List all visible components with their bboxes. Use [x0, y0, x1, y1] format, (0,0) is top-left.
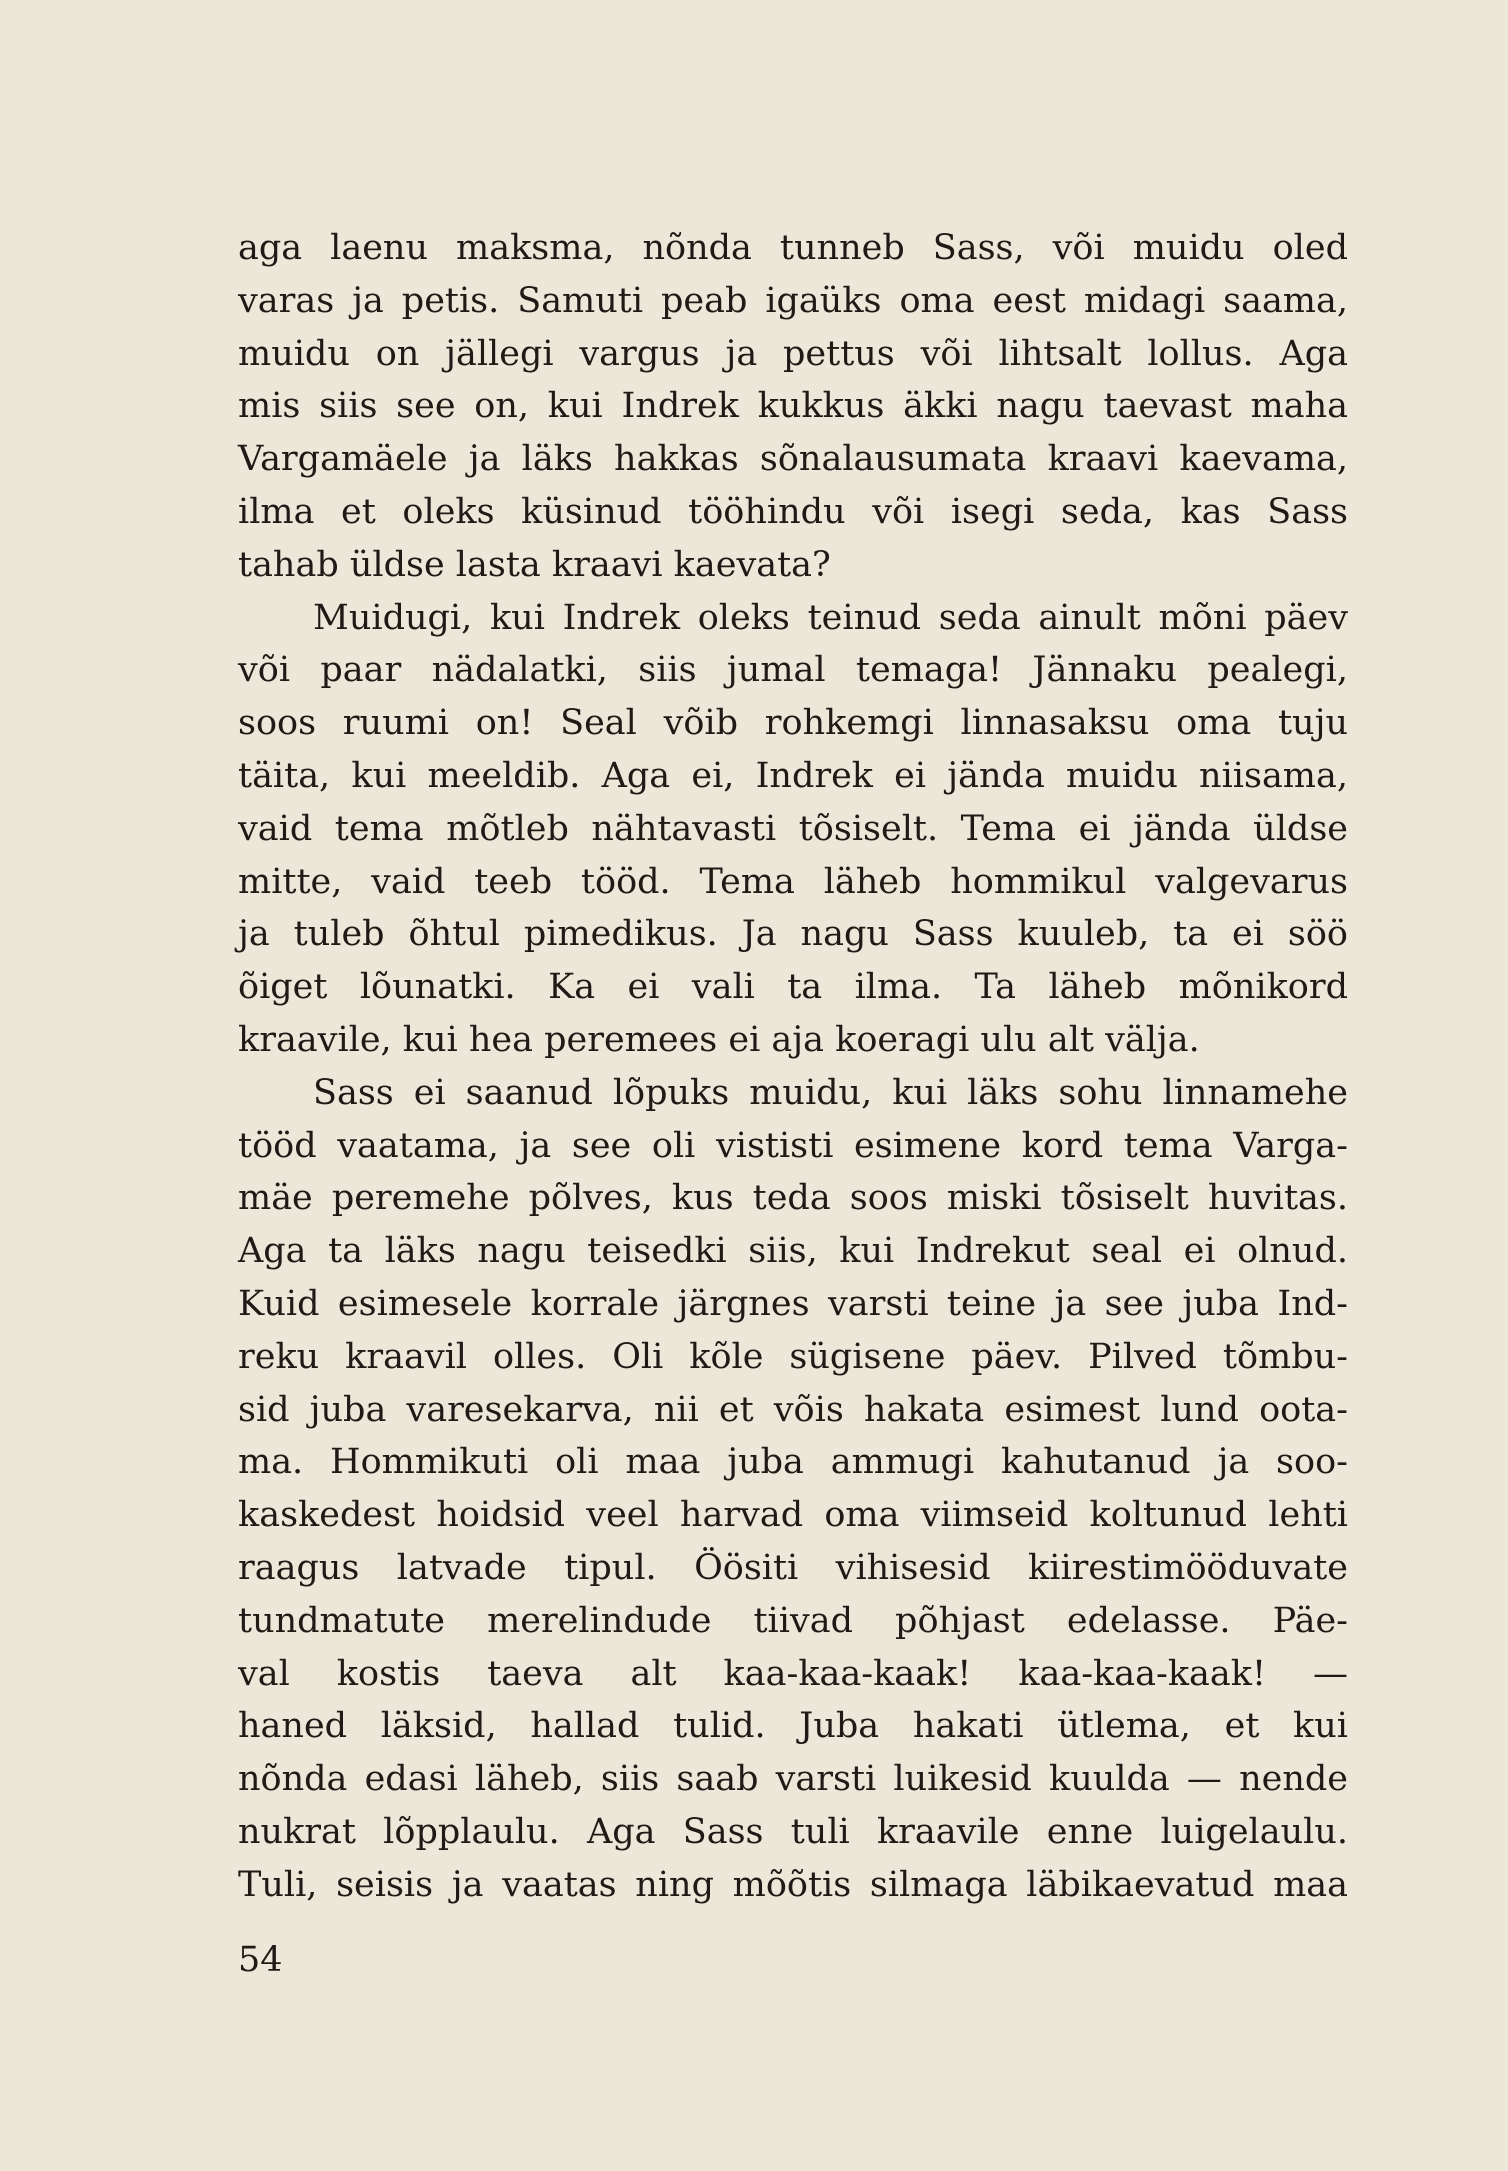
text-line: kraavile, kui hea peremees ei aja koeragi ulu alt välja. — [238, 1019, 1200, 1060]
text-line: kaskedest hoidsid veel harvad oma viimseid koltunud lehti — [238, 1495, 1348, 1536]
text-line: tööd vaatama, ja see oli vististi esimene kord tema Varga- — [238, 1125, 1348, 1166]
text-line: tundmatute merelindude tiivad põhjast edelasse. Päe- — [238, 1600, 1348, 1641]
text-line: mitte, vaid teeb tööd. Tema läheb hommikul valgevarus — [238, 861, 1348, 902]
text-line: soos ruumi on! Seal võib rohkemgi linnasaksu oma tuju — [238, 703, 1348, 744]
text-line: Aga ta läks nagu teisedki siis, kui Indrekut seal ei olnud. — [238, 1231, 1348, 1272]
text-line: nukrat lõpplaulu. Aga Sass tuli kraavile enne luigelaulu. — [238, 1811, 1348, 1852]
text-line: Sass ei saanud lõpuks muidu, kui läks sohu linnamehe — [313, 1072, 1348, 1113]
text-line: ja tuleb õhtul pimedikus. Ja nagu Sass kuuleb, ta ei söö — [238, 914, 1348, 955]
text-line: varas ja petis. Samuti peab igaüks oma eest midagi saama, — [238, 280, 1348, 321]
text-line: õiget lõunatki. Ka ei vali ta ilma. Ta läheb mõnikord — [238, 967, 1348, 1008]
text-line: Tuli, seisis ja vaatas ning mõõtis silmaga läbikaevatud maa — [238, 1864, 1348, 1905]
text-line: nõnda edasi läheb, siis saab varsti luikesid kuulda — nende — [238, 1759, 1348, 1800]
text-line: aga laenu maksma, nõnda tunneb Sass, või muidu oled — [238, 228, 1348, 268]
text-line: raagus latvade tipul. Öösiti vihisesid kiirestimööduvate — [238, 1547, 1348, 1588]
text-line: ma. Hommikuti oli maa juba ammugi kahutanud ja soo- — [238, 1442, 1348, 1483]
text-line: või paar nädalatki, siis jumal temaga! Jännaku pealegi, — [238, 650, 1348, 691]
text-line: Muidugi, kui Indrek oleks teinud seda ainult mõni päev — [313, 597, 1348, 638]
text-line: val kostis taeva alt kaa-kaa-kaak! kaa-kaa-kaak! — — [238, 1653, 1348, 1694]
body-text — [238, 222, 1348, 1912]
text-line: täita, kui meeldib. Aga ei, Indrek ei jända muidu niisama, — [238, 755, 1348, 796]
text-line: ilma et oleks küsinud tööhindu või isegi seda, kas Sass — [238, 491, 1348, 532]
text-line: vaid tema mõtleb nähtavasti tõsiselt. Tema ei jända üldse — [238, 808, 1348, 849]
text-line: muidu on jällegi vargus ja pettus või lihtsalt lollus. Aga — [238, 333, 1348, 374]
text-line: mäe peremehe põlves, kus teda soos miski tõsiselt huvitas. — [238, 1178, 1348, 1219]
text-line: reku kraavil olles. Oli kõle sügisene päev. Pilved tõmbu- — [238, 1336, 1348, 1377]
text-line: haned läksid, hallad tulid. Juba hakati ütlema, et kui — [238, 1706, 1348, 1747]
text-line: Vargamäele ja läks hakkas sõnalausumata kraavi kaevama, — [238, 439, 1348, 480]
text-line: mis siis see on, kui Indrek kukkus äkki nagu taevast maha — [238, 386, 1348, 427]
text-line: tahab üldse lasta kraavi kaevata? — [238, 544, 831, 585]
text-line: sid juba varesekarva, nii et võis hakata esimest lund oota- — [238, 1389, 1348, 1430]
text-line: Kuid esimesele korrale järgnes varsti teine ja see juba Ind- — [238, 1283, 1348, 1324]
page-number: 54 — [238, 1940, 283, 1980]
